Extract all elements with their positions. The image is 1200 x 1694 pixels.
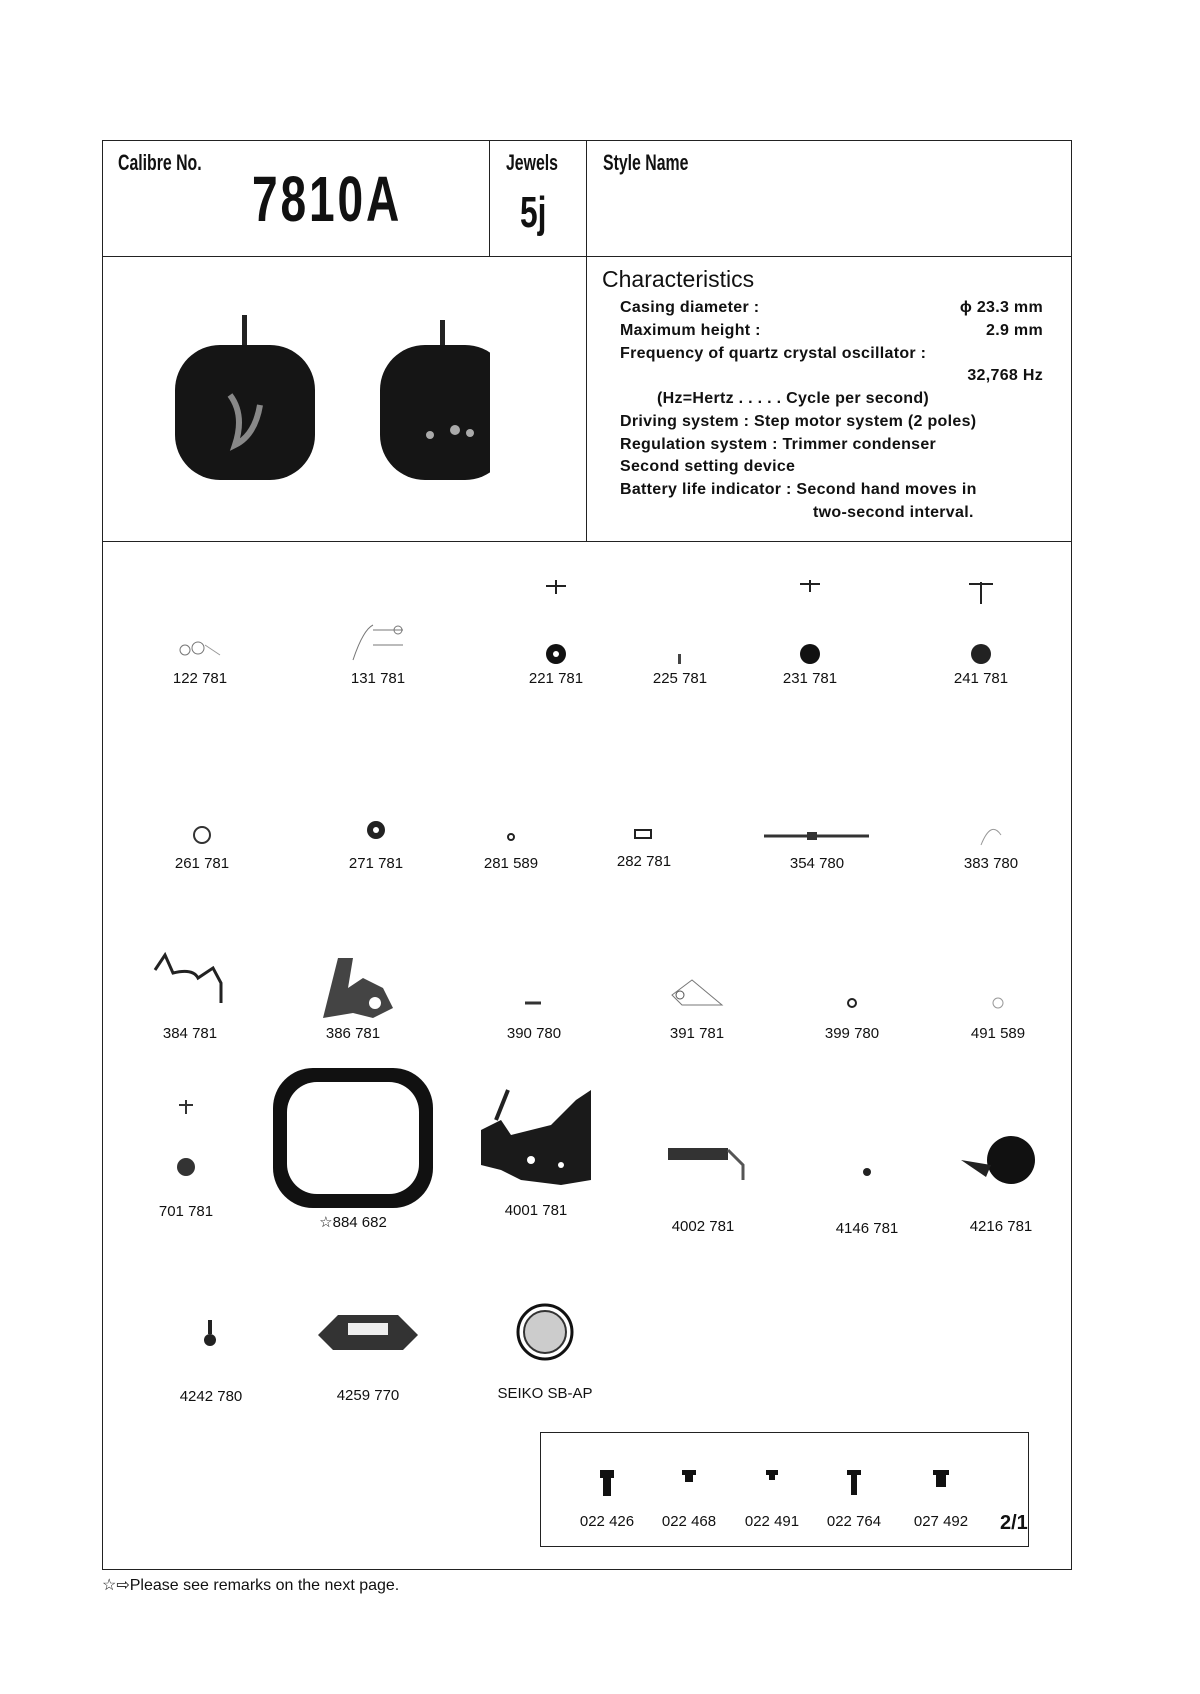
part-number-label: 391 781 [669,1025,725,1042]
part-item [298,1305,438,1404]
part-illustration-icon [629,818,659,853]
part-illustration-icon [597,1468,617,1500]
hz-note: (Hz=Hertz . . . . . Cycle per second) [657,390,930,407]
part-item [921,815,1061,872]
part-illustration-icon [971,815,1011,855]
part-item [308,620,448,687]
part-number-label: 221 781 [528,670,584,687]
part-item [931,1130,1071,1235]
screw-item [732,1468,812,1530]
part-item [141,1316,281,1405]
part-illustration-icon [844,1468,864,1500]
regulation-system: Regulation system : Trimmer condenser [620,436,937,453]
characteristics-title: Characteristics [602,266,755,292]
part-illustration-icon [790,578,830,670]
battery-seiko-sb-ap [475,1300,615,1402]
part-illustration-icon [842,985,862,1025]
calibre-label: Calibre No. [118,150,202,175]
part-item [747,820,887,872]
max-height-label: Maximum height : [620,322,761,339]
part-illustration-icon [857,1160,877,1220]
part-illustration-icon [263,1063,443,1213]
part-item [627,965,767,1042]
part-number-label: 022 764 [826,1513,882,1530]
part-illustration-icon [361,810,391,855]
part-illustration-icon [762,820,872,855]
jewels-label: Jewels [506,150,558,175]
part-item [466,1080,606,1219]
part-item [574,818,714,870]
part-number-label: 4242 780 [179,1388,243,1405]
frequency-label: Frequency of quartz crystal oscillator : [620,345,927,362]
part-number-label: 131 781 [350,670,406,687]
part-illustration-icon [961,578,1001,670]
part-number-label: 271 781 [348,855,404,872]
part-illustration-icon [653,1128,753,1218]
part-item [633,1128,773,1235]
part-illustration-icon [951,1130,1051,1218]
part-number-label: 4216 781 [969,1218,1033,1235]
part-item [263,1063,443,1231]
part-item [120,945,260,1042]
screw-item [649,1468,729,1530]
part-item [306,810,446,872]
part-illustration-icon [519,985,549,1025]
part-illustration-icon [931,1468,951,1500]
part-illustration-icon [988,985,1008,1025]
screw-item [814,1468,894,1530]
page-fraction: 2/1 [1000,1512,1028,1534]
second-setting-device: Second setting device [620,458,796,475]
part-number-label: 4146 781 [835,1220,899,1237]
part-illustration-icon [196,1316,226,1388]
part-number-label: 4002 781 [671,1218,735,1235]
part-number-label: 282 781 [616,853,672,870]
part-number-label: SEIKO SB-AP [497,1385,593,1402]
part-number-label: 701 781 [158,1203,214,1220]
divider [489,140,490,256]
battery-life-indicator: Battery life indicator : Second hand moves in [620,481,977,498]
part-number-label: 354 780 [789,855,845,872]
casing-diameter-label: Casing diameter : [620,299,760,316]
part-item [464,985,604,1042]
part-item [132,815,272,872]
part-item [928,985,1068,1042]
part-item [610,650,750,687]
part-number-label: 383 780 [963,855,1019,872]
part-number-label: ☆884 682 [319,1214,387,1231]
part-number-label: 4259 770 [336,1387,400,1404]
battery-life-indicator-cont: two-second interval. [813,504,974,521]
part-illustration-icon [471,1080,601,1202]
part-number-label: 231 781 [782,670,838,687]
part-illustration-icon [171,1095,201,1203]
part-item [911,578,1051,687]
part-illustration-icon [670,650,690,670]
part-item [116,1095,256,1220]
movement-photo [170,315,490,485]
part-item [283,948,423,1042]
part-illustration-icon [313,1305,423,1387]
part-illustration-icon [145,945,235,1025]
part-illustration-icon [762,1468,782,1500]
part-number-label: 122 781 [172,670,228,687]
part-number-label: 022 468 [661,1513,717,1530]
part-number-label: 390 780 [506,1025,562,1042]
divider [102,541,1072,542]
part-number-label: 386 781 [325,1025,381,1042]
part-number-label: 399 780 [824,1025,880,1042]
part-number-label: 241 781 [953,670,1009,687]
part-number-label: 4001 781 [504,1202,568,1219]
part-illustration-icon [303,948,403,1025]
part-illustration-icon [170,630,230,670]
part-illustration-icon [536,578,576,670]
divider [102,256,1072,257]
divider [586,140,587,541]
part-number-label: 491 589 [970,1025,1026,1042]
style-name-label: Style Name [603,150,689,175]
part-illustration-icon [510,1300,580,1385]
jewels-value: 5j [520,188,547,237]
driving-system: Driving system : Step motor system (2 poles) [620,413,977,430]
part-number-label: 261 781 [174,855,230,872]
part-illustration-icon [187,815,217,855]
casing-diameter-value: ϕ 23.3 mm [959,299,1043,316]
part-illustration-icon [662,965,732,1025]
part-number-label: 384 781 [162,1025,218,1042]
part-item [782,985,922,1042]
part-number-label: 027 492 [913,1513,969,1530]
part-item [797,1160,937,1237]
part-illustration-icon [679,1468,699,1500]
calibre-number: 7810A [252,163,403,235]
part-illustration-icon [501,820,521,855]
part-item [486,578,626,687]
part-number-label: 022 426 [579,1513,635,1530]
part-item [130,630,270,687]
part-number-label: 281 589 [483,855,539,872]
max-height-value: 2.9 mm [986,322,1043,339]
screw-item [901,1468,981,1530]
part-item [740,578,880,687]
screw-item [567,1468,647,1530]
part-illustration-icon [343,620,413,670]
part-number-label: 225 781 [652,670,708,687]
frequency-value: 32,768 Hz [967,367,1043,384]
footnote: ☆⇨Please see remarks on the next page. [102,1577,400,1594]
part-item [441,820,581,872]
part-number-label: 022 491 [744,1513,800,1530]
